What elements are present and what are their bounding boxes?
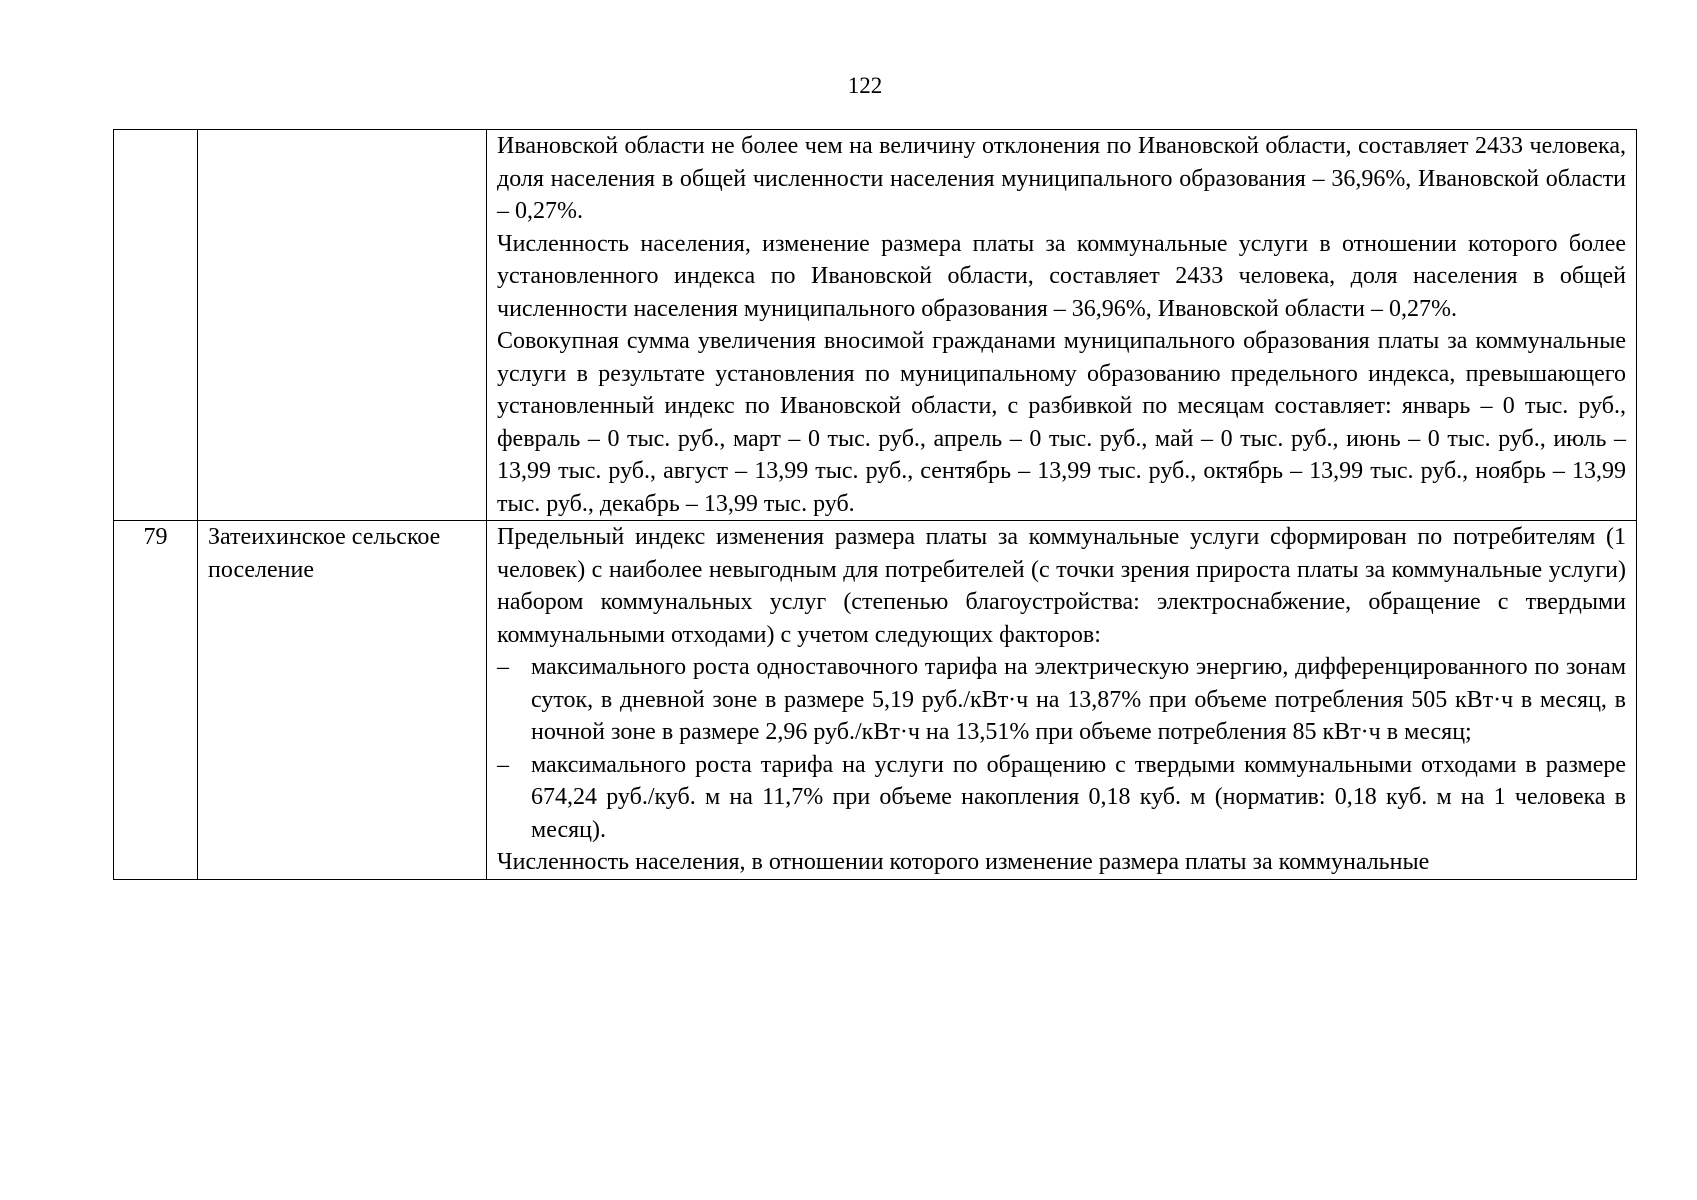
municipality-name-cell: Затеихинское сельское поселение [198,521,487,880]
description-cell [487,521,1637,880]
description-cell [487,130,1637,521]
list-item-text: максимального роста одноставочного тарифа на электрическую энергию, дифференцированного по зонам суток, в дневной зоне в размере 5,19 руб./кВт·ч на 13,87% при объеме потребления 505 кВт·ч в месяц, в ночной зоне в размере 2,96 руб./кВт·ч на 13,51% при объеме потребления 85 кВт·ч в месяц; [531,654,1626,745]
list-item-text: максимального роста тарифа на услуги по обращению с твердыми коммунальными отходами в размере 674,24 руб./куб. м на 11,7% при объеме накопления 0,18 куб. м (норматив: 0,18 куб. м на 1 человека в месяц). [531,751,1626,843]
paragraph: Численность населения, в отношении которого изменение размера платы за коммунальные [497,849,1430,875]
bullet-dash: – [497,751,509,778]
paragraph: Совокупная сумма увеличения вносимой гражданами муниципального образования платы за коммунальные услуги в результате установления по муниципальному образованию предельного индекса, превышающего установленный индекс по Ивановской области, с разбивкой по месяцам составляет: январь – 0 тыс. руб., февраль – 0 тыс. руб., март – 0 тыс. руб., апрель – 0 тыс. руб., май – 0 тыс. руб., июнь – 0 тыс. руб., июль – 13,99 тыс. руб., август – 13,99 тыс. руб., сентябрь – 13,99 тыс. руб., октябрь – 13,99 тыс. руб., ноябрь – 13,99 тыс. руб., декабрь – 13,99 тыс. руб. [497,328,1626,517]
list-item [497,651,1626,749]
table-row [114,130,1637,521]
row-number-cell [114,130,198,521]
paragraph: Численность населения, изменение размера платы за коммунальные услуги в отношении которого более установленного индекса по Ивановской области, составляет 2433 человека, доля населения в общей численности населения муниципального образования – 36,96%, Ивановской области – 0,27%. [497,230,1626,322]
list-item [497,749,1626,847]
municipal-index-table [113,129,1637,880]
paragraph: Ивановской области не более чем на величину отклонения по Ивановской области, составляет 2433 человека, доля населения в общей численности населения муниципального образования – 36,96%, Ивановской области – 0,27%. [497,133,1626,224]
municipality-name-cell [198,130,487,521]
page-number: 122 [847,73,883,98]
row-number-cell: 79 [114,521,198,880]
table-row [114,521,1637,880]
paragraph: Предельный индекс изменения размера платы за коммунальные услуги сформирован по потребителям (1 человек) с наиболее невыгодным для потребителей (с точки зрения прироста платы за коммунальные услуги) набором коммунальных услуг (степенью благоустройства: электроснабжение, обращение с твердыми коммунальными отходами) с учетом следующих факторов: [497,524,1626,648]
bullet-dash: – [497,654,509,680]
